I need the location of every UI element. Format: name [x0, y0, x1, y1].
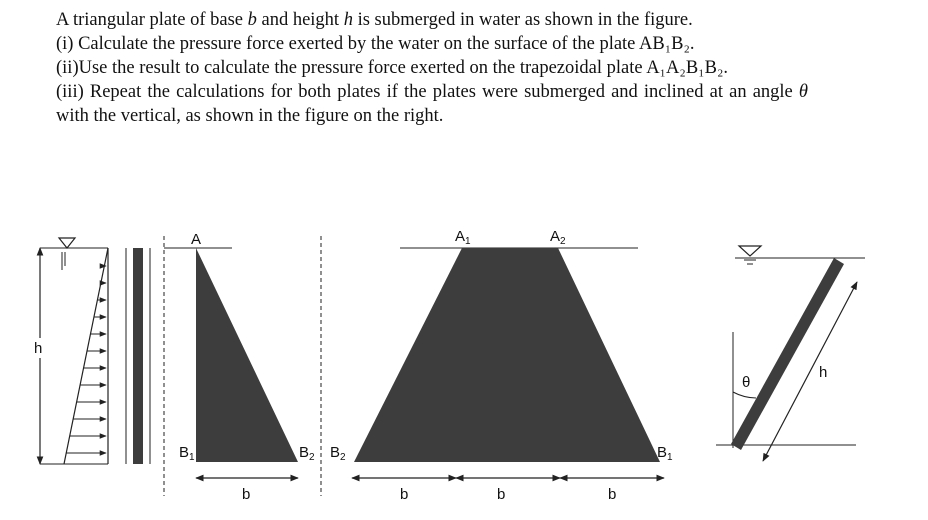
trap-dim-label-1: b	[400, 486, 409, 503]
trap-dim-label-3: b	[608, 486, 617, 503]
part3-text-1: (iii) Repeat the calculations for both plates if the plates were submerged and inclined at an angle	[56, 82, 799, 102]
water-level-symbol	[59, 238, 75, 270]
water-level-symbol-right	[739, 246, 761, 264]
theta-variable: θ	[798, 82, 808, 102]
base-variable: b	[247, 10, 257, 30]
plate-vertical	[133, 248, 143, 464]
water-level-triangle-right	[739, 246, 761, 256]
label-A1	[455, 228, 471, 247]
label-B2-sub: 2	[309, 452, 315, 463]
label-A2	[550, 228, 566, 247]
inclined-plate	[731, 258, 844, 450]
plate-side-view	[126, 236, 164, 496]
label-trap-B2-sub: 2	[340, 452, 346, 463]
label-B2	[299, 444, 315, 463]
inclined-plate-group	[716, 246, 865, 461]
label-A2-sub: 2	[560, 236, 566, 247]
triangle-base-label: b	[242, 486, 251, 503]
intro-text-2: and height	[256, 10, 344, 30]
problem-part-1: (i) Calculate the pressure force exerted by the water on the surface of the plate AB₁B₂.	[56, 34, 695, 54]
trap-dim-label-2: b	[497, 486, 506, 503]
label-trap-B1	[657, 444, 673, 463]
trapezoidal-plate	[354, 248, 660, 462]
part3-text-2: with the vertical, as shown in the figure on the right.	[56, 106, 444, 126]
triangular-plate-group	[164, 231, 321, 503]
height-label: h	[34, 340, 43, 357]
label-B1-sub: 1	[189, 452, 195, 463]
label-trap-B1-sub: 1	[667, 452, 673, 463]
inclined-length-label: h	[819, 364, 828, 381]
label-B2-main: B	[299, 444, 310, 461]
trapezoidal-plate-group	[330, 228, 673, 503]
triangular-plate	[196, 248, 298, 462]
problem-part-2: (ii)Use the result to calculate the pressure force exerted on the trapezoidal plate A₁A₂B₁B₂.	[56, 58, 729, 78]
pressure-envelope	[64, 248, 108, 464]
label-A1-sub: 1	[465, 236, 471, 247]
label-A: A	[191, 231, 202, 248]
label-A1-main: A	[455, 228, 466, 245]
label-A2-main: A	[550, 228, 561, 245]
label-trap-B2	[330, 444, 346, 463]
intro-text-1: A triangular plate of base	[56, 10, 248, 30]
label-trap-B1-main: B	[657, 444, 668, 461]
height-variable: h	[343, 10, 353, 30]
label-trap-B2-main: B	[330, 444, 341, 461]
angle-arc	[733, 392, 756, 398]
label-B1	[179, 444, 195, 463]
intro-text-3: is submerged in water as shown in the figure.	[352, 10, 693, 30]
label-B1-main: B	[179, 444, 190, 461]
pressure-diagram	[32, 238, 108, 464]
water-level-triangle	[59, 238, 75, 248]
angle-label: θ	[742, 374, 751, 391]
